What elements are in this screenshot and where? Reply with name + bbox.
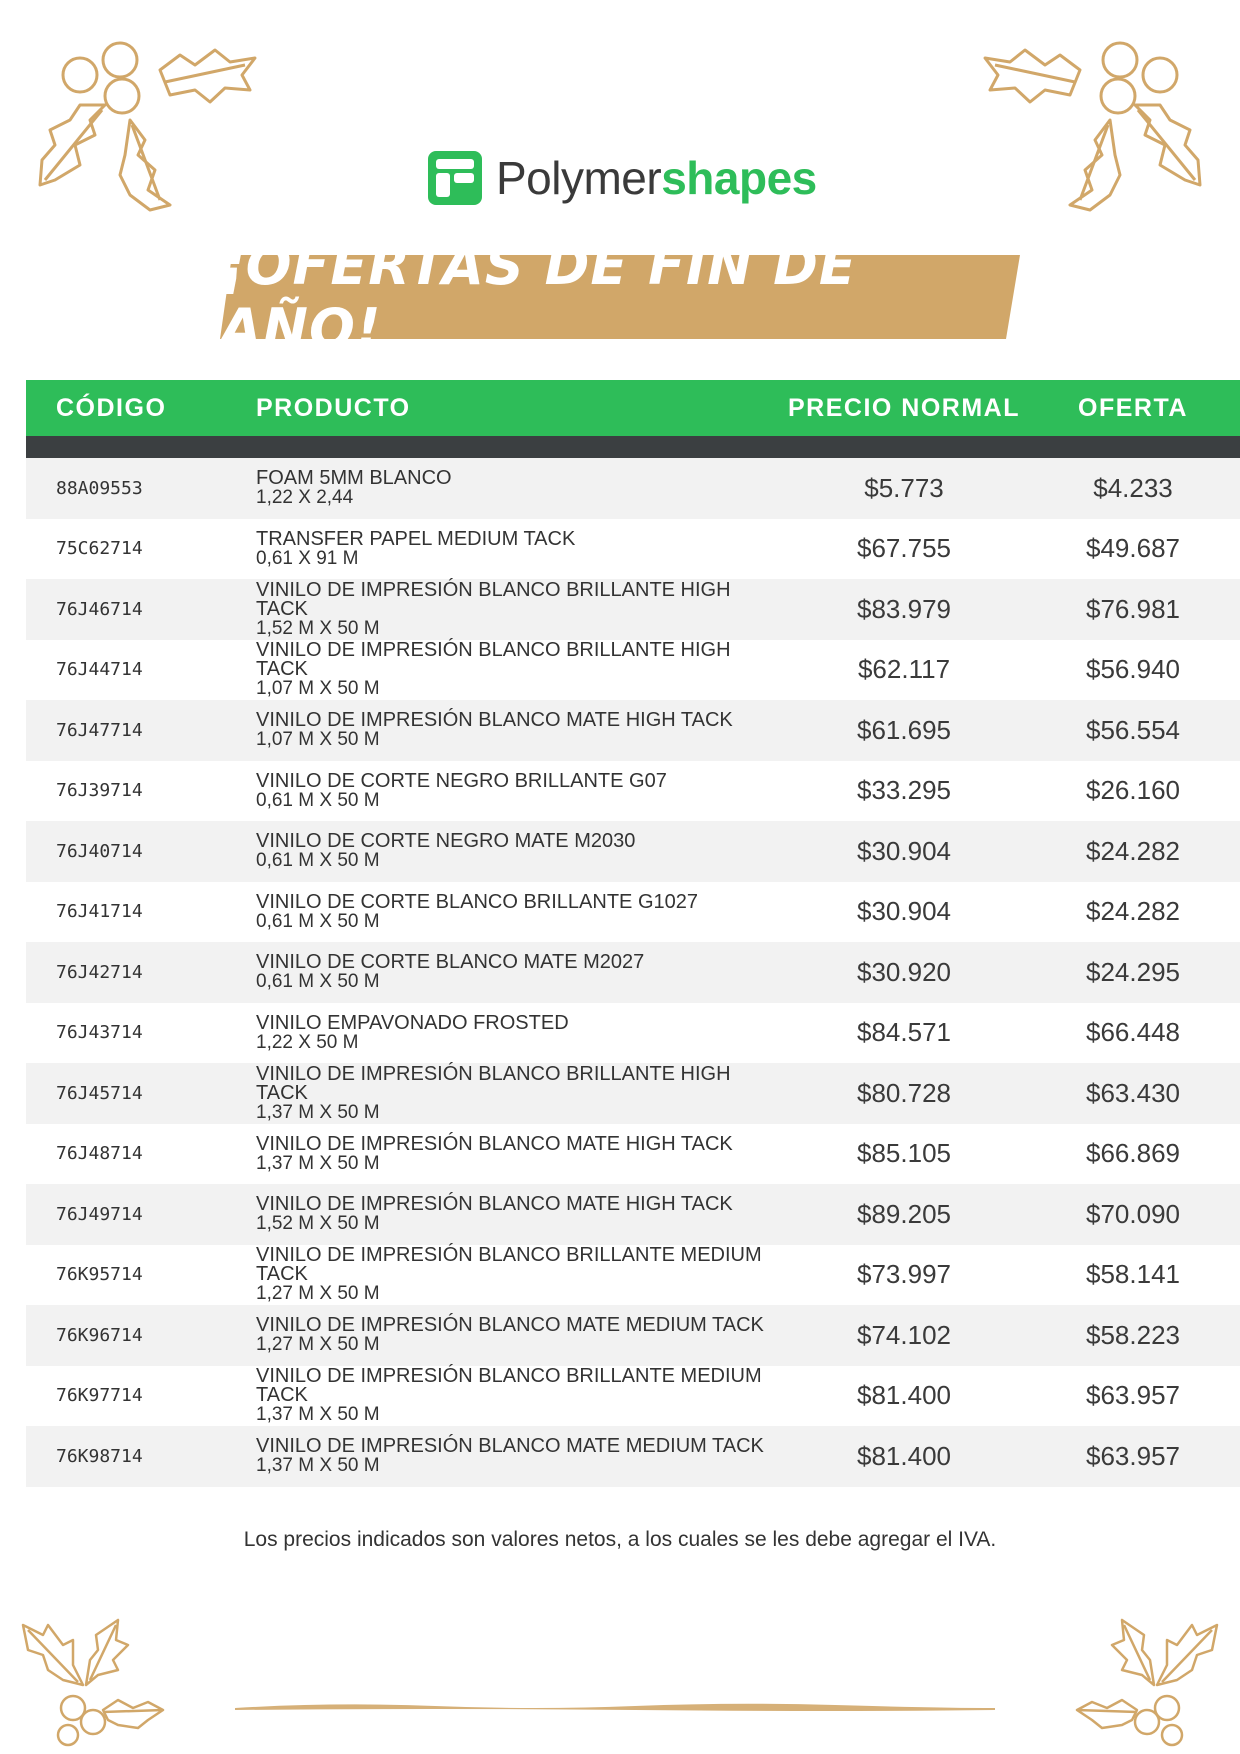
row-product-dims: 1,37 M X 50 M xyxy=(256,1101,380,1123)
brand-name-part1: Polymer xyxy=(496,152,662,204)
row-normal-price: $5.773 xyxy=(786,458,1022,519)
row-product-dims: 1,52 M X 50 M xyxy=(256,617,380,639)
row-offer-price: $63.957 xyxy=(1022,1366,1240,1427)
table-row xyxy=(26,458,1240,519)
row-offer-price: $70.090 xyxy=(1022,1184,1240,1245)
offers-banner xyxy=(220,234,1020,360)
row-product-dims: 1,22 X 50 M xyxy=(256,1031,359,1053)
row-product-name: VINILO DE IMPRESIÓN BLANCO MATE MEDIUM TACK xyxy=(256,1314,764,1337)
row-product-name: VINILO DE CORTE NEGRO MATE M2030 xyxy=(256,830,636,853)
brand-logo xyxy=(428,148,817,208)
row-product-dims: 0,61 M X 50 M xyxy=(256,910,380,932)
table-header-row xyxy=(26,380,1240,436)
row-code: 75C62714 xyxy=(26,519,256,580)
table-row xyxy=(26,821,1240,882)
row-normal-price: $61.695 xyxy=(786,700,1022,761)
header-normal-price: PRECIO NORMAL xyxy=(786,380,1022,436)
row-normal-price: $33.295 xyxy=(786,761,1022,822)
row-product xyxy=(256,882,786,943)
row-product xyxy=(256,1184,786,1245)
row-product-dims: 1,27 M X 50 M xyxy=(256,1283,380,1305)
row-code: 76K96714 xyxy=(26,1305,256,1366)
row-code: 76K95714 xyxy=(26,1245,256,1306)
row-product-name: VINILO DE IMPRESIÓN BLANCO BRILLANTE HIGH TACK xyxy=(256,578,731,620)
row-product-dims: 1,37 M X 50 M xyxy=(256,1455,380,1477)
row-offer-price: $58.141 xyxy=(1022,1245,1240,1306)
row-offer-price: $24.282 xyxy=(1022,882,1240,943)
header-offer-price: OFERTA xyxy=(1022,380,1240,436)
row-product xyxy=(256,1366,786,1427)
row-product xyxy=(256,579,786,640)
row-product-dims: 1,07 M X 50 M xyxy=(256,729,380,751)
row-offer-price: $66.448 xyxy=(1022,1003,1240,1064)
table-header-divider xyxy=(26,436,1240,458)
row-product-dims: 1,37 M X 50 M xyxy=(256,1152,380,1174)
row-product-name: VINILO DE IMPRESIÓN BLANCO BRILLANTE HIGH TACK xyxy=(256,1062,731,1104)
row-product-dims: 0,61 M X 50 M xyxy=(256,850,380,872)
row-offer-price: $49.687 xyxy=(1022,519,1240,580)
row-product-name: VINILO DE IMPRESIÓN BLANCO BRILLANTE MEDIUM TACK xyxy=(256,1365,762,1407)
row-normal-price: $30.904 xyxy=(786,821,1022,882)
row-normal-price: $81.400 xyxy=(786,1426,1022,1487)
row-code: 76J43714 xyxy=(26,1003,256,1064)
row-product-name: VINILO DE IMPRESIÓN BLANCO BRILLANTE MEDIUM TACK xyxy=(256,1244,762,1286)
row-product-name: VINILO DE CORTE BLANCO BRILLANTE G1027 xyxy=(256,890,699,913)
row-product-name: VINILO DE IMPRESIÓN BLANCO MATE HIGH TACK xyxy=(256,1193,733,1216)
table-row xyxy=(26,1366,1240,1427)
banner-title: ¡OFERTAS DE FIN DE AÑO! xyxy=(220,234,857,360)
row-normal-price: $62.117 xyxy=(786,640,1022,701)
row-product-dims: 0,61 M X 50 M xyxy=(256,789,380,811)
row-product xyxy=(256,1305,786,1366)
table-row xyxy=(26,1305,1240,1366)
row-normal-price: $73.997 xyxy=(786,1245,1022,1306)
row-product xyxy=(256,1063,786,1124)
row-code: 76J41714 xyxy=(26,882,256,943)
row-product-name: VINILO DE IMPRESIÓN BLANCO MATE HIGH TACK xyxy=(256,709,733,732)
row-code: 76J44714 xyxy=(26,640,256,701)
table-row xyxy=(26,579,1240,640)
brand-name xyxy=(496,151,817,205)
table-row xyxy=(26,1245,1240,1306)
row-product-dims: 0,61 M X 50 M xyxy=(256,971,380,993)
row-normal-price: $67.755 xyxy=(786,519,1022,580)
holly-icon xyxy=(1072,1610,1222,1750)
row-code: 76J46714 xyxy=(26,579,256,640)
row-code: 76J39714 xyxy=(26,761,256,822)
row-offer-price: $26.160 xyxy=(1022,761,1240,822)
header-product: PRODUCTO xyxy=(256,380,786,436)
row-product-name: VINILO DE CORTE BLANCO MATE M2027 xyxy=(256,951,645,974)
row-offer-price: $66.869 xyxy=(1022,1124,1240,1185)
row-product-dims: 1,22 X 2,44 xyxy=(256,487,354,509)
holly-icon xyxy=(18,1610,168,1750)
row-code: 76J42714 xyxy=(26,942,256,1003)
row-product xyxy=(256,1426,786,1487)
row-offer-price: $76.981 xyxy=(1022,579,1240,640)
row-product-dims: 1,37 M X 50 M xyxy=(256,1404,380,1426)
table-row xyxy=(26,519,1240,580)
row-product-name: VINILO EMPAVONADO FROSTED xyxy=(256,1011,569,1034)
row-offer-price: $58.223 xyxy=(1022,1305,1240,1366)
row-product xyxy=(256,640,786,701)
row-product-dims: 0,61 X 91 M xyxy=(256,547,359,569)
table-row xyxy=(26,700,1240,761)
row-product-name: VINILO DE IMPRESIÓN BLANCO BRILLANTE HIGH TACK xyxy=(256,639,731,681)
row-code: 76K98714 xyxy=(26,1426,256,1487)
header-code: CÓDIGO xyxy=(26,380,256,436)
row-code: 76K97714 xyxy=(26,1366,256,1427)
row-code: 76J40714 xyxy=(26,821,256,882)
brand-name-part2: shapes xyxy=(661,152,817,204)
row-product-dims: 1,52 M X 50 M xyxy=(256,1213,380,1235)
row-normal-price: $74.102 xyxy=(786,1305,1022,1366)
row-product xyxy=(256,1003,786,1064)
row-product xyxy=(256,1245,786,1306)
row-normal-price: $81.400 xyxy=(786,1366,1022,1427)
holly-icon xyxy=(20,20,260,220)
row-product xyxy=(256,519,786,580)
row-product xyxy=(256,1124,786,1185)
holly-icon xyxy=(980,20,1220,220)
row-product xyxy=(256,761,786,822)
row-normal-price: $30.904 xyxy=(786,882,1022,943)
row-offer-price: $63.430 xyxy=(1022,1063,1240,1124)
row-product-name: VINILO DE IMPRESIÓN BLANCO MATE HIGH TACK xyxy=(256,1132,733,1155)
row-product-name: FOAM 5MM BLANCO xyxy=(256,467,452,490)
row-product-name: VINILO DE CORTE NEGRO BRILLANTE G07 xyxy=(256,769,667,792)
row-product xyxy=(256,821,786,882)
price-table xyxy=(26,380,1240,1487)
row-offer-price: $24.295 xyxy=(1022,942,1240,1003)
table-row xyxy=(26,1063,1240,1124)
table-row xyxy=(26,640,1240,701)
row-code: 76J48714 xyxy=(26,1124,256,1185)
table-row xyxy=(26,1184,1240,1245)
row-product xyxy=(256,700,786,761)
row-product-name: TRANSFER PAPEL MEDIUM TACK xyxy=(256,527,576,550)
row-normal-price: $80.728 xyxy=(786,1063,1022,1124)
row-offer-price: $63.957 xyxy=(1022,1426,1240,1487)
row-code: 76J49714 xyxy=(26,1184,256,1245)
row-offer-price: $56.940 xyxy=(1022,640,1240,701)
table-row xyxy=(26,761,1240,822)
row-product-name: VINILO DE IMPRESIÓN BLANCO MATE MEDIUM TACK xyxy=(256,1435,764,1458)
row-normal-price: $84.571 xyxy=(786,1003,1022,1064)
row-offer-price: $24.282 xyxy=(1022,821,1240,882)
table-row xyxy=(26,882,1240,943)
row-offer-price: $4.233 xyxy=(1022,458,1240,519)
row-normal-price: $89.205 xyxy=(786,1184,1022,1245)
row-code: 76J47714 xyxy=(26,700,256,761)
row-product-dims: 1,07 M X 50 M xyxy=(256,678,380,700)
row-normal-price: $83.979 xyxy=(786,579,1022,640)
row-code: 76J45714 xyxy=(26,1063,256,1124)
table-row xyxy=(26,1124,1240,1185)
row-offer-price: $56.554 xyxy=(1022,700,1240,761)
row-product xyxy=(256,458,786,519)
row-product xyxy=(256,942,786,1003)
table-row xyxy=(26,1003,1240,1064)
row-product-dims: 1,27 M X 50 M xyxy=(256,1334,380,1356)
brush-stroke xyxy=(235,1700,995,1714)
table-row xyxy=(26,942,1240,1003)
table-row xyxy=(26,1426,1240,1487)
polymershapes-logo-icon xyxy=(428,151,482,205)
row-normal-price: $85.105 xyxy=(786,1124,1022,1185)
row-normal-price: $30.920 xyxy=(786,942,1022,1003)
footer-note: Los precios indicados son valores netos, a los cuales se les debe agregar el IVA. xyxy=(243,1528,997,1551)
row-code: 88A09553 xyxy=(26,458,256,519)
